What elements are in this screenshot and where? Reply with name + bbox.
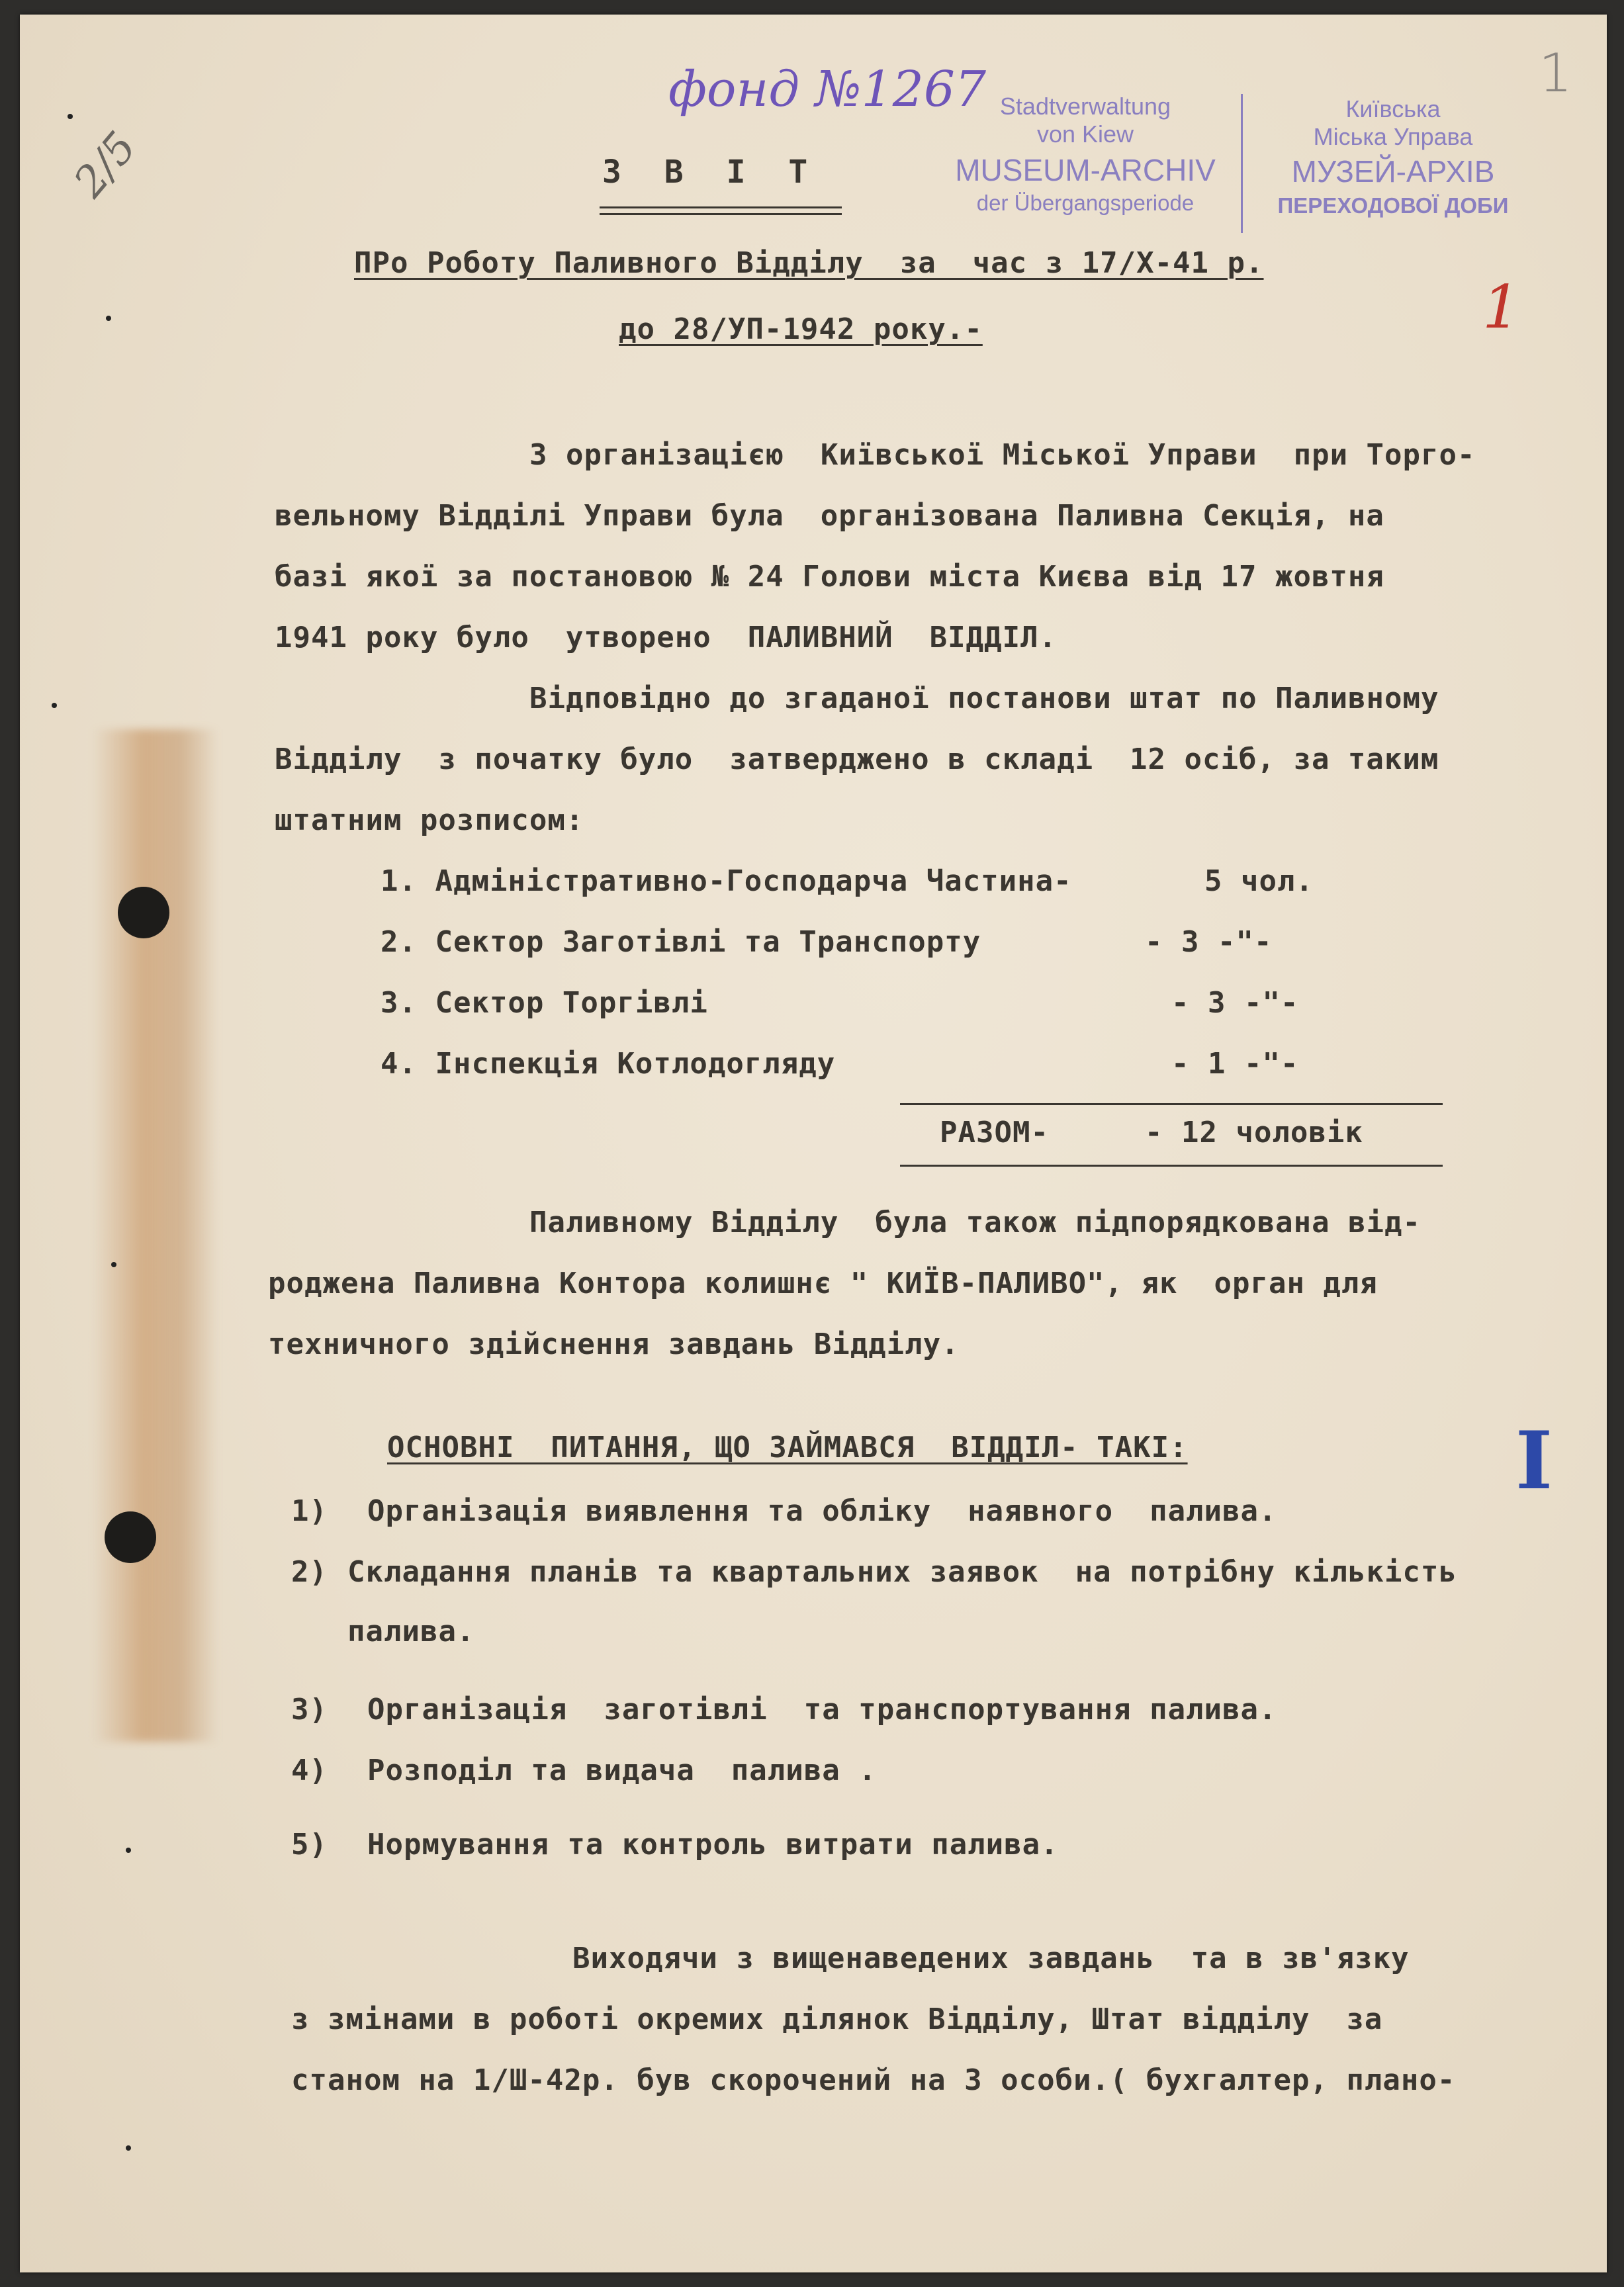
stamp-divider (1241, 94, 1243, 233)
para1-line-1: З організацією Київської Міської Управи при Торго- (529, 438, 1476, 472)
page-number: 1 (1539, 42, 1572, 104)
staff-item-label: 1. Адміністративно-Господарча Частина- (381, 864, 1072, 898)
para4-line-1: Виходячи з вищенаведених завдань та в зв'язку (572, 1942, 1410, 1975)
stamp-de-line4: der Übergangsperiode (976, 191, 1195, 215)
task-text: Організація заготівлі та транспортування палива. (367, 1693, 1277, 1726)
task-text: Нормування та контроль витрати палива. (367, 1828, 1059, 1861)
staff-item-count: - 3 -"- (1145, 925, 1273, 959)
archive-fond-note: фонд №1267 (668, 61, 986, 118)
staff-item-count: - 1 -"- (1171, 1047, 1299, 1081)
stamp-de-line1: Stadtverwaltung (999, 93, 1171, 120)
margin-dot (111, 1262, 116, 1267)
document-title: З В І Т (602, 154, 820, 191)
task-number: 3) (291, 1693, 328, 1726)
total-value: - 12 чоловік (1145, 1116, 1363, 1149)
red-mark: 1 (1482, 273, 1521, 342)
title-double-rule (600, 213, 842, 215)
task-text: Організація виявлення та обліку наявного палива. (367, 1494, 1277, 1528)
task-text: Розподіл та видача палива . (367, 1754, 877, 1787)
stamp-ua-line3: МУЗЕЙ-АРХІВ (1291, 154, 1495, 189)
staff-item-label: 3. Сектор Торгівлі (381, 986, 708, 1020)
stamp-de-line2: von Kiew (1036, 120, 1134, 148)
para3-line-3: техничного здійснення завдань Відділу. (268, 1327, 960, 1361)
blue-mark: I (1515, 1414, 1553, 1507)
margin-dot (126, 2145, 131, 2151)
total-rule-top (900, 1103, 1443, 1105)
margin-dot (126, 1848, 131, 1853)
binder-hole-top (118, 887, 169, 938)
staff-item-label: 4. Інспекція Котлодогляду (381, 1047, 836, 1081)
task-number: 5) (291, 1828, 328, 1861)
margin-dot (52, 703, 57, 708)
para4-line-2: з змінами в роботі окремих ділянок Відділу, Штат відділу за (291, 2002, 1383, 2036)
stamp-de-line3: MUSEUM-ARCHIV (955, 153, 1216, 187)
para1-line-3: базі якої за постановою № 24 Голови міста Києва від 17 жовтня (275, 560, 1384, 594)
para3-line-1: Паливному Відділу була також підпорядкована від- (529, 1206, 1421, 1239)
staff-item-count: 5 чол. (1204, 864, 1314, 898)
task-number: 1) (291, 1494, 328, 1528)
section-heading: ОСНОВНІ ПИТАННЯ, ЩО ЗАЙМАВСЯ ВІДДІЛ- ТАКІ: (387, 1431, 1188, 1464)
subtitle-line-2: до 28/УП-1942 року.- (619, 312, 983, 346)
staff-item-count: - 3 -"- (1171, 986, 1299, 1020)
task-text: Складання планів та квартальних заявок на потрібну кількість (347, 1555, 1457, 1589)
para3-line-2: роджена Паливна Контора колишнє " КИЇВ-ПАЛИВО", як орган для (268, 1267, 1378, 1300)
binder-hole-bottom (105, 1511, 156, 1563)
staff-item-label: 2. Сектор Заготівлі та Транспорту (381, 925, 981, 959)
water-stain (93, 729, 218, 1742)
total-label: РАЗОМ- (940, 1116, 1049, 1149)
subtitle-line-1: ПРо Роботу Паливного Відділу за час з 17/Х-41 р. (354, 246, 1264, 280)
title-double-rule (600, 206, 842, 208)
task-number: 4) (291, 1754, 328, 1787)
corner-mark: 2/5 (65, 122, 146, 207)
stamp-ua-line4: ПЕРЕХОДОВОЇ ДОБИ (1277, 193, 1509, 218)
total-rule-bottom (900, 1165, 1443, 1167)
task-text-continued: палива. (347, 1615, 475, 1648)
para1-line-2: вельному Відділі Управи була організована Паливна Секція, на (275, 499, 1384, 533)
para2-line-2: Відділу з початку було затверджено в складі 12 осіб, за таким (275, 742, 1439, 776)
margin-dot (106, 316, 111, 321)
para1-line-4: 1941 року було утворено ПАЛИВНИЙ ВІДДІЛ. (275, 621, 1058, 654)
document-page (20, 15, 1607, 2272)
stamp-ua-line1: Київська (1345, 95, 1441, 122)
task-number: 2) (291, 1555, 328, 1589)
para2-line-1: Відповідно до згаданої постанови штат по Паливному (529, 682, 1439, 715)
para2-line-3: штатним розписом: (275, 803, 584, 837)
margin-dot (68, 114, 73, 119)
para4-line-3: станом на 1/Ш-42р. був скорочений на 3 особи.( бухгалтер, плано- (291, 2063, 1456, 2097)
stamp-ua-line2: Міська Управа (1313, 123, 1473, 150)
